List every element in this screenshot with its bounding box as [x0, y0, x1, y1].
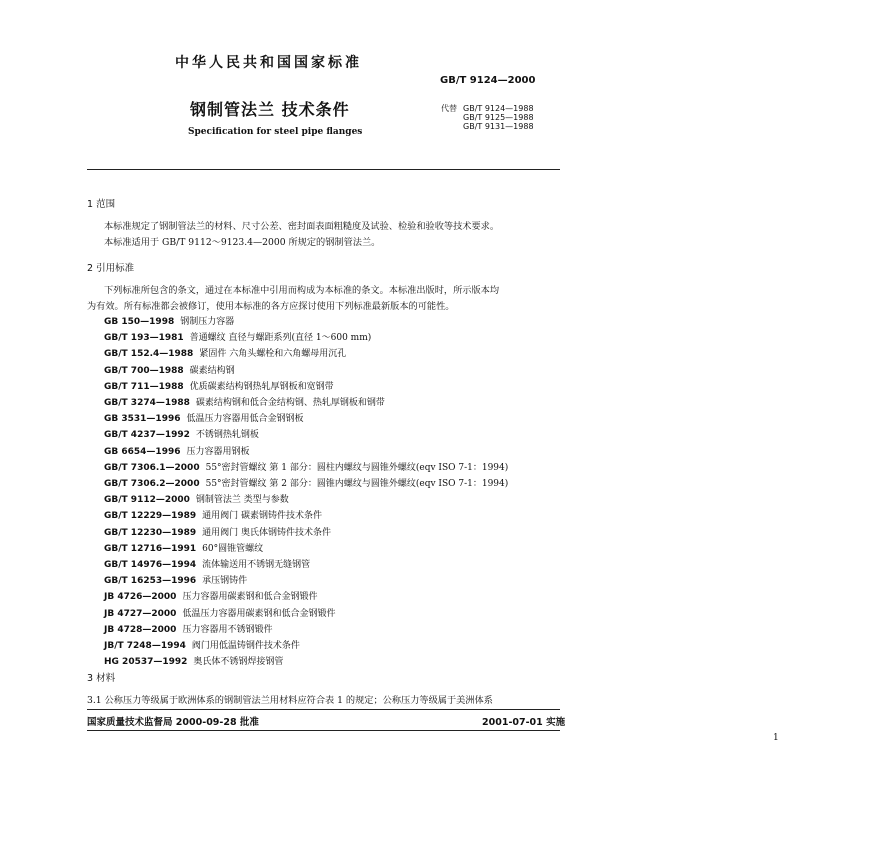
clause-3-1: 3.1 公称压力等级属于欧洲体系的钢制管法兰用材料应符合表 1 的规定；公称压力等级属于美洲体系 [87, 695, 493, 706]
reference-title: 紧固件 六角头螺栓和六角螺母用沉孔 [199, 349, 347, 360]
reference-item [104, 638, 300, 651]
standard-code: GB/T 9124—2000 [440, 75, 536, 86]
reference-item [104, 573, 247, 586]
approval-date: 国家质量技术监督局 2000-09-28 批准 [87, 717, 259, 728]
reference-title: 钢制压力容器 [180, 317, 235, 327]
reference-item [104, 346, 346, 359]
reference-code: HG 20537—1992 [104, 657, 188, 668]
reference-code: GB/T 3274—1988 [104, 398, 190, 408]
reference-item [104, 314, 234, 327]
reference-title: 碳素结构钢和低合金结构钢、热轧厚钢板和钢带 [195, 398, 385, 408]
reference-code: GB/T 700—1988 [104, 365, 184, 376]
reference-title: 压力容器用碳素钢和低合金钢锻件 [182, 592, 318, 603]
reference-title: 55°密封管螺纹 第 2 部分：圆锥内螺纹与圆锥外螺纹(eqv ISO 7-1：1994) [205, 479, 509, 489]
reference-title: 流体输送用不锈钢无缝钢管 [202, 560, 311, 570]
reference-code: GB 150—1998 [104, 317, 175, 327]
reference-code: GB/T 14976—1994 [104, 560, 197, 570]
reference-title: 碳素结构钢 [189, 365, 235, 376]
section-1-paragraph: 本标准适用于 GB/T 9112～9123.4—2000 所规定的钢制管法兰。 [104, 237, 381, 248]
reference-item [104, 541, 263, 554]
reference-item [104, 427, 259, 440]
document-title-en: Specification for steel pipe flanges [188, 127, 363, 137]
reference-item [104, 395, 385, 408]
document-title-cn: 钢制管法兰 技术条件 [190, 100, 350, 119]
reference-title: 通用阀门 奥氏体钢铸件技术条件 [202, 527, 332, 538]
reference-item [104, 622, 272, 635]
reference-code: GB/T 711—1988 [104, 381, 184, 392]
reference-code: GB/T 16253—1996 [104, 576, 197, 587]
reference-code: GB 6654—1996 [104, 446, 181, 457]
reference-title: 压力容器用不锈钢锻件 [182, 624, 273, 635]
section-2-intro: 为有效。所有标准都会被修订，使用本标准的各方应探讨使用下列标准最新版本的可能性。 [87, 301, 455, 312]
reference-item [104, 557, 310, 570]
reference-title: 低温压力容器用碳素钢和低合金钢锻件 [182, 608, 336, 619]
reference-title: 不锈钢热轧钢板 [195, 430, 259, 441]
reference-code: GB/T 4237—1992 [104, 430, 190, 441]
reference-item [104, 460, 508, 473]
reference-title: 承压钢铸件 [202, 576, 248, 587]
reference-title: 压力容器用钢板 [186, 446, 250, 457]
reference-title: 普通螺纹 直径与螺距系列(直径 1～600 mm) [189, 333, 372, 344]
reference-code: GB/T 12229—1989 [104, 511, 197, 522]
implementation-date: 2001-07-01 实施 [482, 717, 566, 728]
header-divider [87, 169, 560, 170]
reference-item [104, 589, 317, 602]
footer-divider [87, 709, 560, 710]
replaced-standard: GB/T 9124—1988 [463, 104, 534, 113]
reference-item [104, 411, 304, 424]
reference-item [104, 606, 335, 619]
section-2-intro: 下列标准所包含的条文，通过在本标准中引用而构成为本标准的条文。本标准出版时，所示版本均 [104, 285, 500, 296]
reference-title: 优质碳素结构钢热轧厚钢板和宽钢带 [189, 381, 334, 392]
reference-code: JB 4727—2000 [104, 608, 177, 619]
page-number: 1 [773, 733, 779, 743]
reference-item [104, 492, 289, 505]
reference-code: GB/T 152.4—1988 [104, 349, 194, 360]
replaced-standard: GB/T 9131—1988 [463, 122, 534, 131]
reference-item [104, 379, 334, 392]
reference-code: GB/T 12230—1989 [104, 527, 197, 538]
footer-bottom-rule [87, 730, 560, 731]
section-1-heading: 1 范围 [87, 199, 116, 210]
reference-title: 55°密封管螺纹 第 1 部分：圆柱内螺纹与圆锥外螺纹(eqv ISO 7-1：1994) [205, 462, 509, 473]
replaces-label: 代替 [441, 104, 457, 113]
section-3-heading: 3 材料 [87, 673, 116, 684]
reference-title: 阀门用低温铸钢件技术条件 [191, 641, 300, 651]
reference-title: 低温压力容器用低合金钢钢板 [186, 414, 304, 425]
reference-item [104, 508, 322, 521]
section-1-paragraph: 本标准规定了钢制管法兰的材料、尺寸公差、密封面表面粗糙度及试验、检验和验收等技术要求。 [104, 221, 500, 232]
reference-code: JB/T 7248—1994 [104, 641, 186, 651]
reference-item [104, 330, 371, 343]
reference-code: GB 3531—1996 [104, 414, 181, 425]
reference-item [104, 444, 250, 457]
reference-item [104, 476, 508, 489]
reference-title: 60°圆锥管螺纹 [202, 543, 264, 554]
reference-code: GB/T 7306.1—2000 [104, 462, 200, 473]
reference-item [104, 654, 283, 667]
reference-code: GB/T 12716—1991 [104, 543, 197, 554]
replaced-standard: GB/T 9125—1988 [463, 113, 534, 122]
reference-code: GB/T 9112—2000 [104, 495, 190, 506]
reference-title: 奥氏体不锈钢焊接钢管 [193, 657, 284, 668]
reference-item [104, 525, 331, 538]
reference-code: GB/T 7306.2—2000 [104, 479, 200, 489]
section-2-heading: 2 引用标准 [87, 263, 135, 274]
reference-code: GB/T 193—1981 [104, 333, 184, 344]
national-standard-heading: 中华人民共和国国家标准 [175, 55, 362, 71]
reference-code: JB 4728—2000 [104, 624, 177, 635]
replaces-block [441, 104, 534, 131]
reference-title: 通用阀门 碳素钢铸件技术条件 [202, 511, 323, 522]
reference-item [104, 363, 235, 376]
reference-code: JB 4726—2000 [104, 592, 177, 603]
reference-title: 钢制管法兰 类型与参数 [195, 495, 289, 506]
